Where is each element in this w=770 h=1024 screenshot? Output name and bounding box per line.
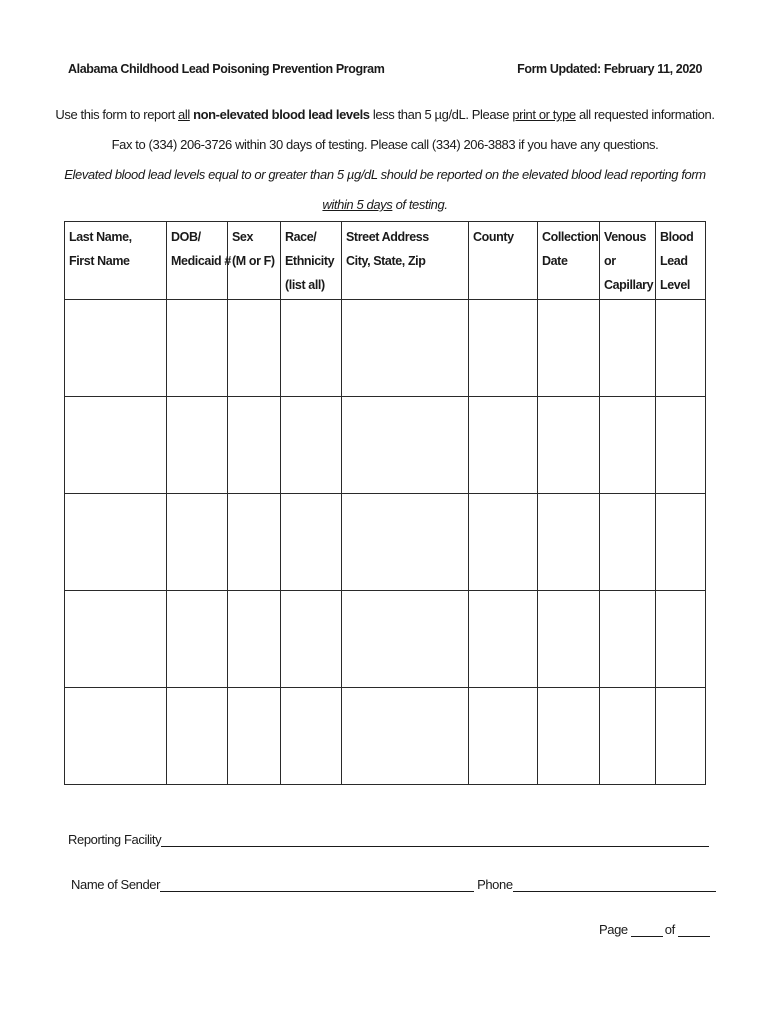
instruction-line-3: Elevated blood lead levels equal to or greater than 5 µg/dL should be reported on the elevated blood lead reporting form — [64, 167, 706, 182]
table-cell[interactable] — [469, 494, 538, 591]
table-cell[interactable] — [538, 591, 600, 688]
table-row — [65, 397, 706, 494]
table-cell[interactable] — [167, 300, 228, 397]
table-cell[interactable] — [469, 591, 538, 688]
column-header-line: Venous — [604, 230, 647, 244]
phone-field[interactable] — [513, 877, 716, 892]
instruction-print-or-type: print or type — [512, 107, 576, 122]
column-header-line: Blood — [660, 230, 694, 244]
table-cell[interactable] — [469, 688, 538, 785]
table-cell[interactable] — [167, 688, 228, 785]
reporting-facility-line — [68, 832, 709, 847]
instruction-line-4 — [40, 190, 730, 220]
table-cell[interactable] — [167, 591, 228, 688]
table-cell[interactable] — [228, 688, 281, 785]
table-row — [65, 591, 706, 688]
column-header — [65, 222, 167, 300]
lead-report-table — [64, 221, 706, 785]
table-cell[interactable] — [600, 300, 656, 397]
table-cell[interactable] — [167, 494, 228, 591]
within-5-days: within 5 days — [322, 197, 393, 212]
table-cell[interactable] — [469, 397, 538, 494]
table-body — [65, 300, 706, 785]
instruction-all: all — [178, 107, 190, 122]
instruction-text-3: all requested information. — [575, 107, 715, 122]
column-header-line: Medicaid # — [171, 254, 231, 268]
column-header — [656, 222, 706, 300]
column-header-line: First Name — [69, 254, 130, 268]
table-row — [65, 300, 706, 397]
column-header — [600, 222, 656, 300]
table-cell[interactable] — [228, 591, 281, 688]
table-cell[interactable] — [342, 300, 469, 397]
table-cell[interactable] — [600, 397, 656, 494]
table-cell[interactable] — [342, 494, 469, 591]
column-header — [281, 222, 342, 300]
table-cell[interactable] — [65, 300, 167, 397]
column-header-line: City, State, Zip — [346, 254, 426, 268]
reporting-facility-field[interactable] — [161, 832, 709, 847]
form-updated-date: Form Updated: February 11, 2020 — [517, 62, 702, 76]
total-pages-field[interactable] — [678, 922, 710, 937]
table-cell[interactable] — [281, 688, 342, 785]
column-header-line: (M or F) — [232, 254, 275, 268]
table-cell[interactable] — [469, 300, 538, 397]
table-cell[interactable] — [656, 494, 706, 591]
instruction-line-2: Fax to (334) 206-3726 within 30 days of testing. Please call (334) 206-3883 if you have any questions. — [111, 137, 659, 152]
column-header — [538, 222, 600, 300]
table-cell[interactable] — [342, 397, 469, 494]
table-cell[interactable] — [538, 494, 600, 591]
table-cell[interactable] — [600, 688, 656, 785]
table-cell[interactable] — [600, 494, 656, 591]
column-header-line: or — [604, 254, 616, 268]
sender-line — [71, 877, 716, 892]
table-cell[interactable] — [228, 494, 281, 591]
instructions — [40, 100, 730, 220]
column-header-line: Street Address — [346, 230, 429, 244]
table-cell[interactable] — [538, 397, 600, 494]
column-header-line: Collection — [542, 230, 599, 244]
table-cell[interactable] — [281, 591, 342, 688]
table-cell[interactable] — [65, 397, 167, 494]
column-header-line: Ethnicity — [285, 254, 335, 268]
instruction-line-1 — [40, 100, 730, 130]
column-header-line: Level — [660, 278, 690, 292]
table-row — [65, 688, 706, 785]
column-header — [167, 222, 231, 300]
column-header-line: (list all) — [285, 278, 325, 292]
page-count-line — [599, 922, 710, 937]
table-cell[interactable] — [342, 688, 469, 785]
instruction-non-elevated: non-elevated blood lead levels — [193, 107, 370, 122]
sender-field[interactable] — [160, 877, 474, 892]
table-cell[interactable] — [656, 688, 706, 785]
column-header-line: Capillary — [604, 278, 654, 292]
column-header-line: Sex — [232, 230, 254, 244]
table-cell[interactable] — [281, 300, 342, 397]
column-header-line: Race/ — [285, 230, 317, 244]
page-label: Page — [599, 922, 628, 937]
reporting-facility-label: Reporting Facility — [68, 832, 162, 847]
table-cell[interactable] — [538, 688, 600, 785]
table-cell[interactable] — [228, 300, 281, 397]
sender-label: Name of Sender — [71, 877, 161, 892]
table-cell[interactable] — [65, 591, 167, 688]
instruction-text-2: less than 5 µg/dL. Please — [369, 107, 513, 122]
table-cell[interactable] — [600, 591, 656, 688]
table-row — [65, 494, 706, 591]
table-cell[interactable] — [281, 494, 342, 591]
page-number-field[interactable] — [631, 922, 663, 937]
table-cell[interactable] — [538, 300, 600, 397]
table-cell[interactable] — [167, 397, 228, 494]
form-header — [68, 62, 702, 76]
column-header-line: Last Name, — [69, 230, 132, 244]
of-label: of — [664, 922, 675, 937]
column-header-line: County — [473, 230, 514, 244]
column-header-line: Date — [542, 254, 568, 268]
phone-label: Phone — [477, 877, 513, 892]
table-cell[interactable] — [281, 397, 342, 494]
column-header-line: DOB/ — [171, 230, 201, 244]
table-cell[interactable] — [65, 494, 167, 591]
program-title: Alabama Childhood Lead Poisoning Prevention Program — [68, 62, 385, 76]
instruction-text: Use this form to report — [55, 107, 179, 122]
table-cell[interactable] — [656, 591, 706, 688]
table-cell[interactable] — [342, 591, 469, 688]
column-header — [342, 222, 469, 300]
column-header — [469, 222, 538, 300]
table-header-row — [65, 222, 706, 300]
table-cell[interactable] — [656, 300, 706, 397]
table-cell[interactable] — [656, 397, 706, 494]
of-testing: of testing. — [392, 197, 448, 212]
table-cell[interactable] — [228, 397, 281, 494]
table-cell[interactable] — [65, 688, 167, 785]
column-header — [228, 222, 281, 300]
column-header-line: Lead — [660, 254, 688, 268]
